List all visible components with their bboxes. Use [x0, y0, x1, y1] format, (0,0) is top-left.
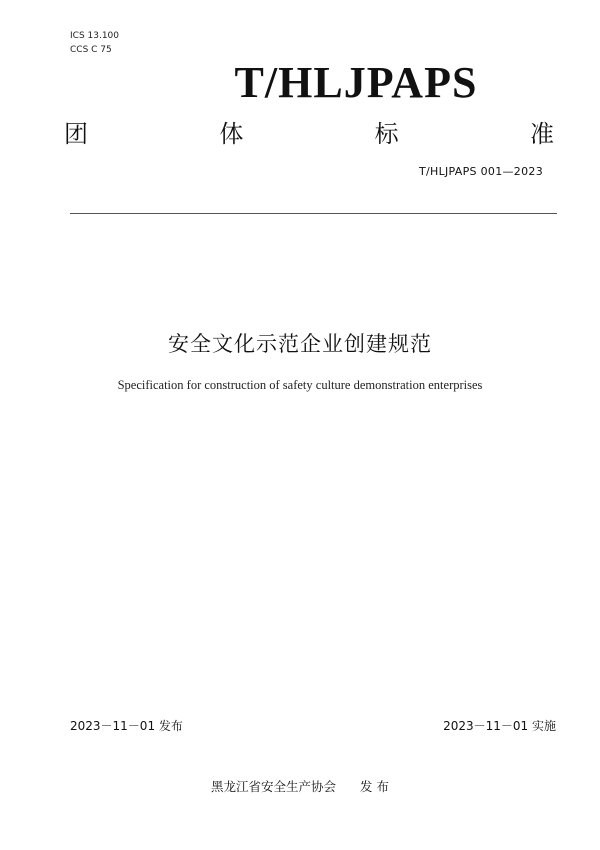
header-divider: [70, 213, 557, 214]
ics-code: ICS 13.100: [70, 31, 120, 41]
footer-divider: [70, 740, 557, 741]
standard-type-char: 体: [219, 120, 244, 148]
document-title-chinese: 安全文化示范企业创建规范: [168, 332, 432, 356]
document-title-english: Specification for construction of safety culture demonstration enterprises: [117, 378, 483, 392]
publisher-line: [0, 777, 600, 795]
implement-date: 2023－11－01 实施: [443, 719, 556, 733]
publisher-name: 黑龙江省安全生产协会: [211, 779, 337, 794]
standard-type-char: 团: [64, 120, 88, 148]
standard-type: [64, 114, 554, 149]
classification-codes: [70, 29, 119, 57]
standard-type-char: 标: [374, 120, 399, 148]
standard-logo-text: T/HLJPAPS: [234, 58, 478, 107]
standard-type-char: 准: [529, 120, 554, 148]
standard-number: T/HLJPAPS 001—2023: [418, 165, 543, 178]
publisher-action: 发 布: [360, 779, 389, 794]
publish-date: 2023－11－01 发布: [70, 719, 183, 733]
ccs-code: CCS C 75: [70, 45, 112, 55]
